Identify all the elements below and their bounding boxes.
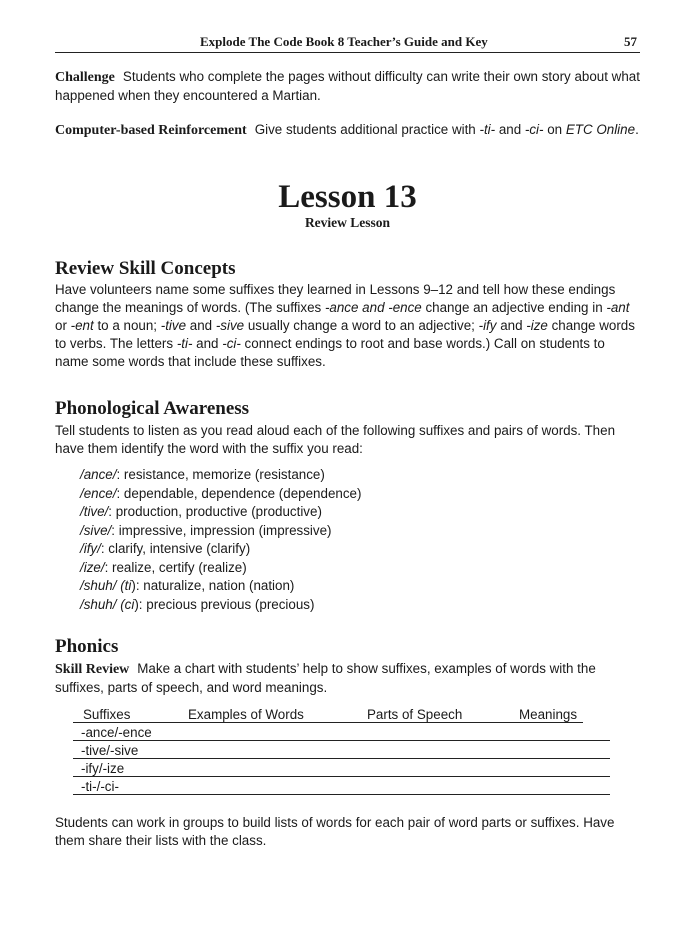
list-item	[80, 577, 620, 596]
skill-review-text: Make a chart with students’ help to show suffixes, examples of words with the suffixes, parts of speech, and word meanings.	[55, 661, 596, 695]
chart-header-row	[73, 706, 583, 723]
chart-header-examples: Examples of Words	[188, 707, 304, 722]
skill-review-paragraph	[55, 660, 640, 697]
chart-row-suffix: -ance/-ence	[81, 725, 152, 740]
chart-header-suffixes: Suffixes	[83, 707, 131, 722]
list-item-suffix: /sive/	[80, 522, 112, 538]
list-item	[80, 596, 620, 615]
list-item-text: ): naturalize, nation (nation)	[131, 578, 295, 593]
chart-row-suffix: -ti-/-ci-	[81, 779, 119, 794]
suffix-chart	[73, 706, 610, 795]
review-text: and	[496, 318, 527, 333]
challenge-text: Students who complete the pages without difficulty can write their own story about what happened when they encountered a Martian.	[55, 69, 640, 103]
computer-text-and: and	[495, 122, 525, 137]
review-text: Have volunteers name some suffixes they learned in Lessons 9–12 and tell how these endings change the meanings of words. (The suffixes	[55, 282, 616, 315]
list-item-text: : production, productive (productive)	[108, 504, 322, 519]
review-text: and	[192, 336, 223, 351]
chart-row-suffix: -ify/-ize	[81, 761, 125, 776]
review-text: connect endings to root and base words.) Call on students to name some words that include these suffixes.	[55, 336, 605, 369]
chart-row	[73, 741, 610, 759]
list-item-text: : resistance, memorize (resistance)	[116, 467, 325, 482]
review-paragraph	[55, 281, 640, 371]
list-item-suffix: /shuh/ (	[80, 596, 125, 612]
etc-online: ETC Online	[565, 122, 636, 137]
list-item-italic: ci	[124, 596, 135, 612]
review-italic: -ent	[70, 318, 94, 333]
chart-row	[73, 759, 610, 777]
list-item-text: : impressive, impression (impressive)	[111, 522, 332, 538]
review-italic: -ant	[606, 300, 630, 315]
computer-text-on: on	[543, 122, 566, 137]
challenge-label: Challenge	[55, 70, 115, 85]
list-item	[80, 485, 620, 504]
chart-header-parts: Parts of Speech	[367, 707, 463, 722]
list-item-suffix: /ance/	[80, 467, 117, 482]
review-text: or	[55, 318, 71, 333]
review-text: and	[186, 318, 216, 333]
chart-row-suffix: -tive/-sive	[81, 743, 139, 758]
phonological-heading: Phonological Awareness	[55, 398, 250, 419]
review-text: change an adjective ending in	[421, 300, 607, 315]
lesson-subtitle: Review Lesson	[304, 215, 391, 230]
review-italic: -tive	[160, 318, 187, 333]
chart-row	[73, 777, 610, 795]
phonics-heading: Phonics	[55, 636, 119, 657]
list-item-suffix: /tive/	[80, 504, 109, 519]
computer-suffix-ci: -ci-	[524, 122, 544, 137]
list-item-suffix: /ify/	[80, 541, 101, 556]
list-item	[80, 540, 620, 559]
list-item-text: ): precious previous (precious)	[134, 596, 315, 612]
review-heading: Review Skill Concepts	[55, 258, 236, 279]
computer-text: Give students additional practice with	[254, 122, 480, 137]
challenge-paragraph	[55, 68, 640, 105]
lesson-title: Lesson 13	[278, 179, 417, 215]
list-item-italic: ti	[124, 578, 132, 593]
review-italic: -ti-	[176, 336, 193, 351]
review-italic: -ci-	[222, 336, 241, 351]
list-item-text: : clarify, intensive (clarify)	[100, 541, 251, 556]
computer-suffix-ti: -ti-	[479, 122, 496, 137]
computer-label: Computer-based Reinforcement	[55, 123, 247, 138]
list-item-text: : realize, certify (realize)	[104, 559, 247, 575]
running-head	[55, 34, 640, 53]
skill-review-label: Skill Review	[55, 662, 130, 677]
review-italic: -ize	[526, 318, 548, 333]
running-head-title: Explode The Code Book 8 Teacher’s Guide and Key	[200, 34, 488, 49]
phonological-intro: Tell students to listen as you read aloud each of the following suffixes and pairs of words. Then have them identify the word with the suffix you read:	[55, 423, 616, 456]
list-item-text: : dependable, dependence (dependence)	[116, 485, 362, 501]
list-item	[80, 466, 620, 485]
closing-paragraph: Students can work in groups to build lists of words for each pair of word parts or suffixes. Have them share their lists with the class.	[55, 815, 615, 848]
review-text: change words to verbs. The letters	[55, 318, 635, 351]
computer-paragraph	[55, 121, 640, 140]
list-item	[80, 559, 620, 578]
review-text: usually change a word to an adjective;	[244, 318, 479, 333]
list-item-suffix: /ize/	[80, 559, 105, 575]
chart-header-meanings: Meanings	[519, 707, 578, 722]
computer-period: .	[635, 122, 639, 137]
page-number: 57	[624, 34, 637, 49]
review-italic: -sive	[215, 318, 245, 333]
review-text: to a noun;	[93, 318, 161, 333]
list-item	[80, 522, 620, 541]
list-item-suffix: /shuh/ (	[80, 578, 125, 593]
review-italic: -ance and -ence	[324, 300, 422, 315]
suffix-list	[80, 466, 620, 614]
list-item	[80, 503, 620, 522]
review-italic: -ify	[478, 318, 497, 333]
chart-row	[73, 723, 610, 741]
list-item-suffix: /ence/	[80, 485, 117, 501]
